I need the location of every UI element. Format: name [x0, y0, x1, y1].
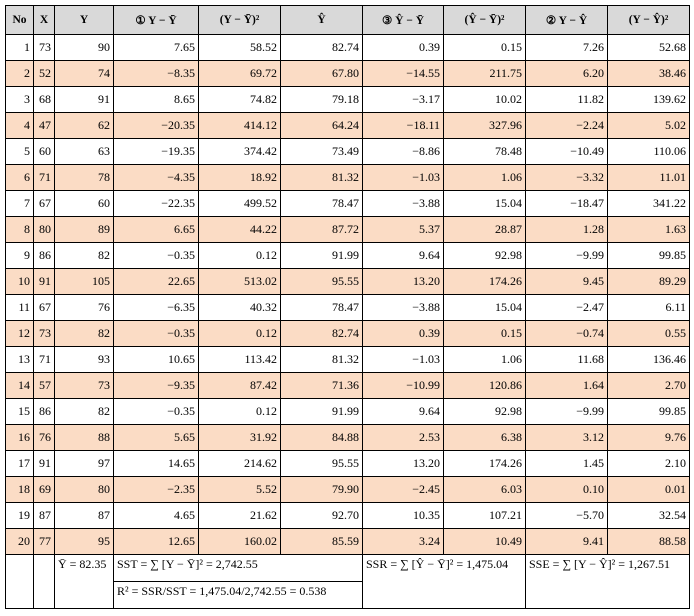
cell-y-minus-yhat: 3.12 [526, 425, 608, 451]
cell-y: 95 [55, 529, 114, 555]
cell-no: 10 [6, 269, 34, 295]
cell-x: 68 [34, 87, 55, 113]
cell-yhat-minus-ybar-squared: 10.49 [444, 529, 526, 555]
table-row [6, 477, 690, 503]
cell-y-minus-yhat-squared: 136.46 [608, 347, 690, 373]
cell-y-minus-yhat: 1.45 [526, 451, 608, 477]
cell-y-minus-yhat-squared: 110.06 [608, 139, 690, 165]
cell-x: 80 [34, 217, 55, 243]
cell-y-minus-yhat-squared: 0.55 [608, 321, 690, 347]
cell-y-minus-yhat: −10.49 [526, 139, 608, 165]
cell-y-minus-yhat: 6.20 [526, 61, 608, 87]
cell-y-minus-yhat: 1.28 [526, 217, 608, 243]
table-row [6, 503, 690, 529]
cell-x: 69 [34, 477, 55, 503]
cell-no: 16 [6, 425, 34, 451]
table-row [6, 113, 690, 139]
cell-yhat: 79.90 [281, 477, 363, 503]
cell-y-minus-yhat-squared: 9.76 [608, 425, 690, 451]
cell-yhat: 81.32 [281, 165, 363, 191]
cell-x: 57 [34, 373, 55, 399]
table-row [6, 243, 690, 269]
cell-no: 19 [6, 503, 34, 529]
cell-y-minus-yhat: 7.26 [526, 35, 608, 61]
cell-y: 93 [55, 347, 114, 373]
table-row [6, 373, 690, 399]
cell-y-minus-yhat-squared: 11.01 [608, 165, 690, 191]
cell-y-minus-ybar-squared: 0.12 [199, 321, 281, 347]
header-yhat-minus-ybar-squared: (Ŷ − Ȳ)² [444, 6, 526, 35]
cell-yhat-minus-ybar-squared: 211.75 [444, 61, 526, 87]
cell-x: 71 [34, 347, 55, 373]
cell-y-minus-ybar-squared: 58.52 [199, 35, 281, 61]
cell-y-minus-ybar: 14.65 [114, 451, 199, 477]
cell-yhat: 67.80 [281, 61, 363, 87]
table-row [6, 139, 690, 165]
cell-y-minus-yhat: −18.47 [526, 191, 608, 217]
cell-x: 71 [34, 165, 55, 191]
cell-y-minus-ybar: 8.65 [114, 87, 199, 113]
cell-yhat-minus-ybar-squared: 92.98 [444, 399, 526, 425]
cell-y-minus-yhat-squared: 5.02 [608, 113, 690, 139]
cell-yhat-minus-ybar-squared: 1.06 [444, 165, 526, 191]
cell-yhat-minus-ybar: −1.03 [363, 347, 444, 373]
cell-y: 90 [55, 35, 114, 61]
summary-empty-no [6, 555, 34, 609]
cell-yhat-minus-ybar: 9.64 [363, 399, 444, 425]
cell-yhat-minus-ybar-squared: 78.48 [444, 139, 526, 165]
cell-x: 60 [34, 139, 55, 165]
cell-y-minus-ybar-squared: 0.12 [199, 243, 281, 269]
header-y-minus-ybar: ① Y − Ȳ [114, 6, 199, 35]
header-yhat: Ŷ [281, 6, 363, 35]
cell-yhat-minus-ybar-squared: 327.96 [444, 113, 526, 139]
cell-yhat-minus-ybar: 9.64 [363, 243, 444, 269]
cell-y-minus-yhat: 11.82 [526, 87, 608, 113]
cell-no: 6 [6, 165, 34, 191]
cell-yhat-minus-ybar: −2.45 [363, 477, 444, 503]
cell-y-minus-yhat-squared: 88.58 [608, 529, 690, 555]
cell-no: 11 [6, 295, 34, 321]
cell-y-minus-ybar-squared: 69.72 [199, 61, 281, 87]
cell-no: 4 [6, 113, 34, 139]
cell-yhat: 91.99 [281, 243, 363, 269]
cell-no: 13 [6, 347, 34, 373]
cell-yhat-minus-ybar: −3.88 [363, 295, 444, 321]
cell-y-minus-ybar-squared: 113.42 [199, 347, 281, 373]
table-row [6, 35, 690, 61]
cell-x: 67 [34, 295, 55, 321]
cell-y-minus-ybar-squared: 499.52 [199, 191, 281, 217]
cell-yhat-minus-ybar-squared: 1.06 [444, 347, 526, 373]
cell-y-minus-ybar-squared: 21.62 [199, 503, 281, 529]
table-row [6, 295, 690, 321]
table-row [6, 451, 690, 477]
header-row [6, 6, 690, 35]
r-squared-formula: R² = SSR/SST = 1,475.04/2,742.55 = 0.538 [114, 582, 363, 609]
cell-y-minus-ybar: −2.35 [114, 477, 199, 503]
cell-yhat-minus-ybar: −14.55 [363, 61, 444, 87]
cell-y-minus-yhat: −2.47 [526, 295, 608, 321]
cell-no: 18 [6, 477, 34, 503]
cell-y-minus-yhat-squared: 6.11 [608, 295, 690, 321]
cell-y-minus-yhat-squared: 89.29 [608, 269, 690, 295]
cell-y: 91 [55, 87, 114, 113]
cell-y-minus-yhat: −5.70 [526, 503, 608, 529]
cell-no: 14 [6, 373, 34, 399]
cell-y-minus-yhat: 9.41 [526, 529, 608, 555]
cell-yhat-minus-ybar-squared: 0.15 [444, 321, 526, 347]
cell-yhat-minus-ybar: −1.03 [363, 165, 444, 191]
cell-y: 88 [55, 425, 114, 451]
cell-no: 8 [6, 217, 34, 243]
header-y-minus-ybar-squared: (Y − Ȳ)² [199, 6, 281, 35]
cell-yhat-minus-ybar: −18.11 [363, 113, 444, 139]
table-row [6, 191, 690, 217]
cell-yhat-minus-ybar: 3.24 [363, 529, 444, 555]
cell-no: 17 [6, 451, 34, 477]
cell-no: 2 [6, 61, 34, 87]
cell-yhat: 73.49 [281, 139, 363, 165]
cell-y-minus-ybar-squared: 374.42 [199, 139, 281, 165]
cell-y-minus-yhat-squared: 1.63 [608, 217, 690, 243]
ybar-value: Ȳ = 82.35 [55, 555, 114, 609]
cell-y-minus-yhat: 9.45 [526, 269, 608, 295]
cell-y-minus-ybar: 7.65 [114, 35, 199, 61]
header-y-minus-yhat: ② Y − Ŷ [526, 6, 608, 35]
table-row [6, 217, 690, 243]
cell-y-minus-ybar-squared: 31.92 [199, 425, 281, 451]
cell-y: 76 [55, 295, 114, 321]
cell-y-minus-yhat: −9.99 [526, 399, 608, 425]
cell-y-minus-ybar-squared: 414.12 [199, 113, 281, 139]
regression-anova-table [5, 5, 690, 609]
cell-y-minus-yhat-squared: 139.62 [608, 87, 690, 113]
cell-yhat-minus-ybar-squared: 0.15 [444, 35, 526, 61]
cell-y-minus-ybar-squared: 214.62 [199, 451, 281, 477]
cell-yhat: 85.59 [281, 529, 363, 555]
cell-yhat-minus-ybar: −3.17 [363, 87, 444, 113]
cell-no: 9 [6, 243, 34, 269]
cell-no: 3 [6, 87, 34, 113]
cell-yhat-minus-ybar: −10.99 [363, 373, 444, 399]
summary-empty-x [34, 555, 55, 609]
cell-yhat-minus-ybar-squared: 174.26 [444, 451, 526, 477]
cell-yhat-minus-ybar: −8.86 [363, 139, 444, 165]
cell-y: 62 [55, 113, 114, 139]
cell-y-minus-yhat-squared: 341.22 [608, 191, 690, 217]
cell-yhat-minus-ybar: 0.39 [363, 321, 444, 347]
cell-y-minus-yhat: −3.32 [526, 165, 608, 191]
cell-x: 76 [34, 425, 55, 451]
cell-y-minus-ybar-squared: 87.42 [199, 373, 281, 399]
header-y-minus-yhat-squared: (Y − Ŷ)² [608, 6, 690, 35]
cell-yhat: 78.47 [281, 295, 363, 321]
cell-y-minus-yhat: 0.10 [526, 477, 608, 503]
cell-y-minus-yhat-squared: 0.01 [608, 477, 690, 503]
cell-y-minus-yhat-squared: 2.70 [608, 373, 690, 399]
cell-y: 89 [55, 217, 114, 243]
cell-y-minus-ybar: 12.65 [114, 529, 199, 555]
cell-no: 1 [6, 35, 34, 61]
cell-y-minus-yhat-squared: 99.85 [608, 243, 690, 269]
header-yhat-minus-ybar: ③ Ŷ − Ȳ [363, 6, 444, 35]
cell-x: 73 [34, 321, 55, 347]
cell-yhat: 82.74 [281, 321, 363, 347]
cell-yhat: 91.99 [281, 399, 363, 425]
cell-yhat-minus-ybar-squared: 28.87 [444, 217, 526, 243]
cell-y-minus-ybar-squared: 5.52 [199, 477, 281, 503]
ssr-formula: SSR = ∑ [Ŷ − Ȳ]² = 1,475.04 [363, 555, 526, 609]
cell-yhat: 78.47 [281, 191, 363, 217]
cell-x: 67 [34, 191, 55, 217]
cell-yhat-minus-ybar: 13.20 [363, 269, 444, 295]
cell-y-minus-ybar: −9.35 [114, 373, 199, 399]
cell-yhat-minus-ybar-squared: 107.21 [444, 503, 526, 529]
cell-y-minus-ybar: −8.35 [114, 61, 199, 87]
cell-yhat: 64.24 [281, 113, 363, 139]
cell-no: 7 [6, 191, 34, 217]
table-row [6, 425, 690, 451]
cell-y: 82 [55, 321, 114, 347]
cell-y-minus-yhat-squared: 52.68 [608, 35, 690, 61]
cell-y-minus-yhat: −0.74 [526, 321, 608, 347]
cell-yhat: 71.36 [281, 373, 363, 399]
cell-y: 80 [55, 477, 114, 503]
cell-yhat: 92.70 [281, 503, 363, 529]
cell-yhat-minus-ybar-squared: 15.04 [444, 191, 526, 217]
cell-yhat-minus-ybar: 10.35 [363, 503, 444, 529]
cell-yhat: 84.88 [281, 425, 363, 451]
table-body [6, 35, 690, 555]
table-row [6, 399, 690, 425]
cell-x: 87 [34, 503, 55, 529]
cell-y-minus-ybar: 22.65 [114, 269, 199, 295]
sst-formula: SST = ∑ [Y − Ȳ]² = 2,742.55 [114, 555, 363, 582]
cell-y-minus-yhat-squared: 38.46 [608, 61, 690, 87]
cell-y-minus-ybar-squared: 160.02 [199, 529, 281, 555]
cell-x: 91 [34, 451, 55, 477]
cell-yhat-minus-ybar-squared: 92.98 [444, 243, 526, 269]
cell-y-minus-ybar: −4.35 [114, 165, 199, 191]
cell-yhat-minus-ybar: 2.53 [363, 425, 444, 451]
cell-y-minus-yhat-squared: 99.85 [608, 399, 690, 425]
cell-y: 82 [55, 243, 114, 269]
cell-x: 73 [34, 35, 55, 61]
cell-yhat-minus-ybar-squared: 6.03 [444, 477, 526, 503]
cell-y-minus-ybar-squared: 513.02 [199, 269, 281, 295]
cell-yhat-minus-ybar-squared: 15.04 [444, 295, 526, 321]
cell-yhat-minus-ybar: 0.39 [363, 35, 444, 61]
cell-y: 63 [55, 139, 114, 165]
cell-yhat-minus-ybar-squared: 6.38 [444, 425, 526, 451]
cell-y-minus-ybar-squared: 40.32 [199, 295, 281, 321]
cell-y-minus-yhat: −9.99 [526, 243, 608, 269]
cell-y-minus-yhat: −2.24 [526, 113, 608, 139]
table-row [6, 61, 690, 87]
cell-y: 74 [55, 61, 114, 87]
header-x: X [34, 6, 55, 35]
cell-y-minus-ybar: −0.35 [114, 321, 199, 347]
cell-yhat: 79.18 [281, 87, 363, 113]
cell-y-minus-ybar: 4.65 [114, 503, 199, 529]
cell-y-minus-ybar: −0.35 [114, 243, 199, 269]
cell-yhat: 82.74 [281, 35, 363, 61]
cell-yhat-minus-ybar: 5.37 [363, 217, 444, 243]
cell-y: 60 [55, 191, 114, 217]
cell-y-minus-ybar: 6.65 [114, 217, 199, 243]
cell-yhat-minus-ybar-squared: 174.26 [444, 269, 526, 295]
table-row [6, 347, 690, 373]
cell-no: 5 [6, 139, 34, 165]
cell-x: 47 [34, 113, 55, 139]
cell-x: 52 [34, 61, 55, 87]
cell-yhat: 95.55 [281, 451, 363, 477]
cell-y-minus-ybar: −0.35 [114, 399, 199, 425]
cell-no: 15 [6, 399, 34, 425]
cell-yhat: 95.55 [281, 269, 363, 295]
cell-y: 97 [55, 451, 114, 477]
cell-y-minus-yhat: 1.64 [526, 373, 608, 399]
cell-x: 86 [34, 243, 55, 269]
cell-y: 78 [55, 165, 114, 191]
table-row [6, 529, 690, 555]
header-no: No [6, 6, 34, 35]
cell-x: 77 [34, 529, 55, 555]
cell-y-minus-ybar-squared: 18.92 [199, 165, 281, 191]
header-y: Y [55, 6, 114, 35]
cell-y-minus-ybar: 10.65 [114, 347, 199, 373]
table-row [6, 321, 690, 347]
cell-x: 91 [34, 269, 55, 295]
cell-y-minus-yhat: 11.68 [526, 347, 608, 373]
cell-yhat-minus-ybar-squared: 10.02 [444, 87, 526, 113]
cell-yhat-minus-ybar-squared: 120.86 [444, 373, 526, 399]
cell-y-minus-ybar: −19.35 [114, 139, 199, 165]
cell-y: 82 [55, 399, 114, 425]
cell-y: 105 [55, 269, 114, 295]
cell-yhat-minus-ybar: 13.20 [363, 451, 444, 477]
sse-formula: SSE = ∑ [Y − Ŷ]² = 1,267.51 [526, 555, 690, 609]
cell-yhat: 87.72 [281, 217, 363, 243]
cell-y-minus-yhat-squared: 2.10 [608, 451, 690, 477]
cell-y: 87 [55, 503, 114, 529]
cell-y-minus-ybar: 5.65 [114, 425, 199, 451]
summary-row-1 [6, 555, 690, 582]
cell-y-minus-ybar: −22.35 [114, 191, 199, 217]
cell-y: 73 [55, 373, 114, 399]
cell-x: 86 [34, 399, 55, 425]
cell-y-minus-ybar: −20.35 [114, 113, 199, 139]
cell-y-minus-ybar-squared: 44.22 [199, 217, 281, 243]
cell-y-minus-yhat-squared: 32.54 [608, 503, 690, 529]
cell-no: 20 [6, 529, 34, 555]
cell-y-minus-ybar-squared: 74.82 [199, 87, 281, 113]
cell-y-minus-ybar: −6.35 [114, 295, 199, 321]
cell-yhat-minus-ybar: −3.88 [363, 191, 444, 217]
table-row [6, 165, 690, 191]
table-row [6, 269, 690, 295]
cell-y-minus-ybar-squared: 0.12 [199, 399, 281, 425]
table-row [6, 87, 690, 113]
cell-no: 12 [6, 321, 34, 347]
cell-yhat: 81.32 [281, 347, 363, 373]
